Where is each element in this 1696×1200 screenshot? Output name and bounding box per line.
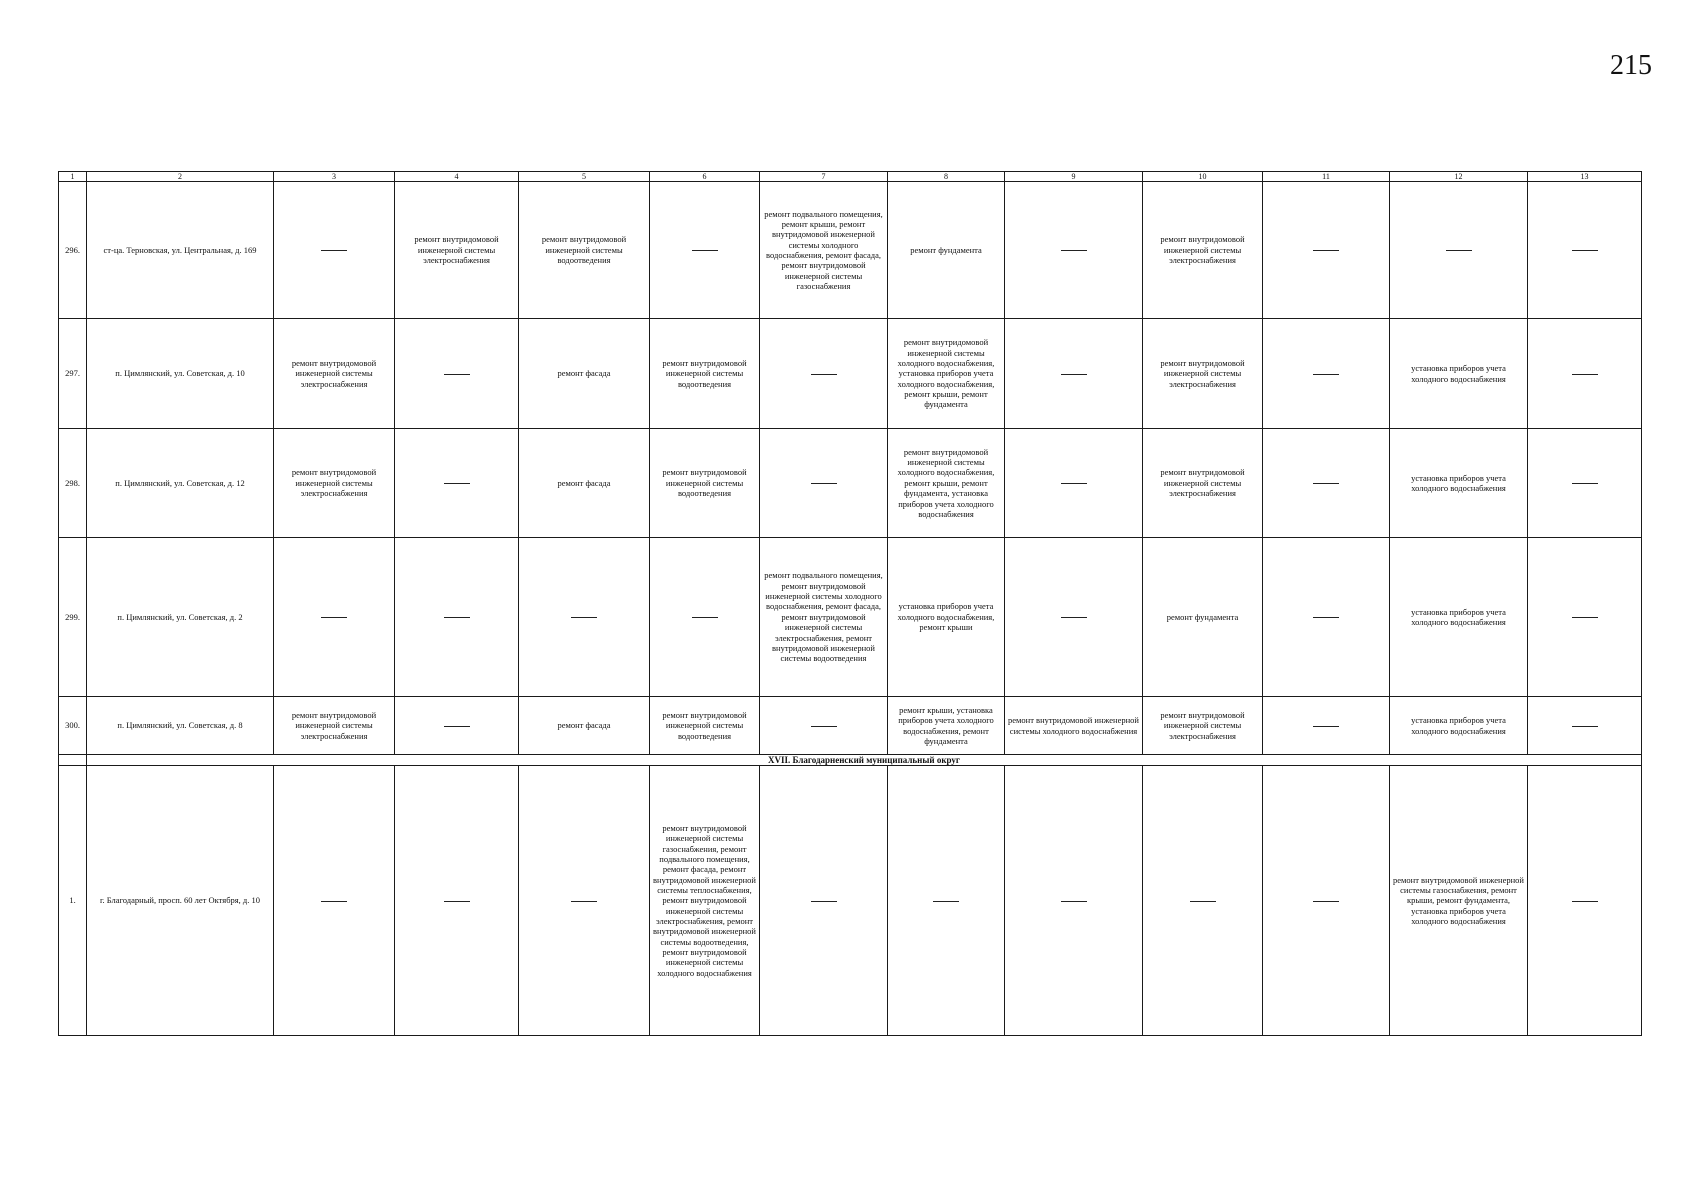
empty-cell	[1143, 766, 1263, 1036]
empty-cell	[650, 182, 760, 319]
column-header: 3	[274, 172, 395, 182]
work-cell: ремонт внутридомовой инженерной системы газоснабжения, ремонт крыши, ремонт фундамента, установка приборов учета холодного водоснабжения	[1390, 766, 1528, 1036]
column-header: 1	[59, 172, 87, 182]
column-header: 6	[650, 172, 760, 182]
dash-mark	[321, 901, 347, 902]
dash-mark	[1572, 374, 1598, 375]
dash-mark	[1572, 483, 1598, 484]
dash-mark	[1572, 726, 1598, 727]
column-header: 4	[395, 172, 519, 182]
empty-cell	[760, 766, 888, 1036]
empty-cell	[1528, 182, 1642, 319]
dash-mark	[444, 726, 470, 727]
repair-schedule-table	[58, 171, 1642, 1036]
address-cell: п. Цимлянский, ул. Советская, д. 12	[87, 429, 274, 538]
work-cell: ремонт внутридомовой инженерной системы водоотведения	[650, 319, 760, 429]
row-number: 296.	[59, 182, 87, 319]
dash-mark	[444, 374, 470, 375]
work-cell: ремонт внутридомовой инженерной системы газоснабжения, ремонт подвального помещения, ремонт фасада, ремонт внутридомовой инженерной системы теплоснабжения, ремонт внутридомовой инженерной системы электроснабжения, ремонт внутридомовой инженерной системы водоотведения, ремонт внутридомовой инженерной системы холодного водоснабжения	[650, 766, 760, 1036]
column-number-header-row	[59, 172, 1642, 182]
dash-mark	[1061, 617, 1087, 618]
empty-cell	[395, 697, 519, 755]
dash-mark	[1061, 901, 1087, 902]
empty-cell	[1528, 538, 1642, 697]
section-title: XVII. Благодарненский муниципальный округ	[87, 755, 1642, 766]
work-cell: ремонт внутридомовой инженерной системы холодного водоснабжения, ремонт крыши, ремонт фундамента, установка приборов учета холодного водоснабжения	[888, 429, 1005, 538]
dash-mark	[444, 483, 470, 484]
work-cell: ремонт внутридомовой инженерной системы электроснабжения	[1143, 697, 1263, 755]
work-cell: ремонт подвального помещения, ремонт внутридомовой инженерной системы холодного водоснабжения, ремонт фасада, ремонт внутридомовой инженерной системы электроснабжения, ремонт внутридомовой инженерной системы водоотведения	[760, 538, 888, 697]
work-cell: ремонт фасада	[519, 319, 650, 429]
column-header: 10	[1143, 172, 1263, 182]
dash-mark	[444, 901, 470, 902]
column-header: 11	[1263, 172, 1390, 182]
empty-cell	[1390, 182, 1528, 319]
empty-cell	[1263, 319, 1390, 429]
dash-mark	[1061, 374, 1087, 375]
work-cell: ремонт фундамента	[1143, 538, 1263, 697]
empty-cell	[274, 766, 395, 1036]
table-row	[59, 697, 1642, 755]
column-header: 13	[1528, 172, 1642, 182]
dash-mark	[1313, 726, 1339, 727]
dash-mark	[1313, 374, 1339, 375]
page-number: 215	[1610, 50, 1652, 81]
empty-cell	[1528, 319, 1642, 429]
work-cell: установка приборов учета холодного водоснабжения	[1390, 697, 1528, 755]
dash-mark	[571, 617, 597, 618]
work-cell: ремонт внутридомовой инженерной системы холодного водоснабжения, установка приборов учета холодного водоснабжения, ремонт крыши, ремонт фундамента	[888, 319, 1005, 429]
work-cell: ремонт внутридомовой инженерной системы электроснабжения	[1143, 182, 1263, 319]
dash-mark	[811, 374, 837, 375]
dash-mark	[811, 726, 837, 727]
empty-cell	[1005, 766, 1143, 1036]
dash-mark	[321, 250, 347, 251]
row-number: 1.	[59, 766, 87, 1036]
dash-mark	[692, 250, 718, 251]
empty-cell	[760, 319, 888, 429]
dash-mark	[1572, 250, 1598, 251]
empty-cell	[1005, 538, 1143, 697]
table-row	[59, 182, 1642, 319]
empty-cell	[274, 538, 395, 697]
work-cell: ремонт внутридомовой инженерной системы водоотведения	[650, 429, 760, 538]
work-cell: ремонт внутридомовой инженерной системы электроснабжения	[1143, 429, 1263, 538]
work-cell: ремонт внутридомовой инженерной системы холодного водоснабжения	[1005, 697, 1143, 755]
work-cell: ремонт внутридомовой инженерной системы электроснабжения	[274, 319, 395, 429]
table-row	[59, 766, 1642, 1036]
empty-cell	[1528, 766, 1642, 1036]
work-cell: ремонт внутридомовой инженерной системы электроснабжения	[395, 182, 519, 319]
empty-cell	[1263, 697, 1390, 755]
column-header: 2	[87, 172, 274, 182]
empty-cell	[395, 766, 519, 1036]
empty-cell	[395, 538, 519, 697]
work-cell: ремонт фасада	[519, 697, 650, 755]
dash-mark	[1190, 901, 1216, 902]
empty-cell	[274, 182, 395, 319]
dash-mark	[811, 483, 837, 484]
empty-cell	[1005, 319, 1143, 429]
dash-mark	[1061, 250, 1087, 251]
work-cell: установка приборов учета холодного водоснабжения	[1390, 319, 1528, 429]
dash-mark	[811, 901, 837, 902]
empty-cell	[1263, 182, 1390, 319]
dash-mark	[933, 901, 959, 902]
table-row	[59, 538, 1642, 697]
address-cell: ст-ца. Терновская, ул. Центральная, д. 169	[87, 182, 274, 319]
dash-mark	[692, 617, 718, 618]
empty-cell	[1528, 429, 1642, 538]
row-number: 297.	[59, 319, 87, 429]
dash-mark	[1313, 901, 1339, 902]
empty-cell	[1005, 429, 1143, 538]
work-cell: ремонт внутридомовой инженерной системы электроснабжения	[274, 697, 395, 755]
section-row	[59, 755, 1642, 766]
empty-cell	[760, 429, 888, 538]
empty-cell	[888, 766, 1005, 1036]
work-cell: ремонт внутридомовой инженерной системы водоотведения	[650, 697, 760, 755]
empty-cell	[519, 766, 650, 1036]
table-row	[59, 319, 1642, 429]
dash-mark	[1572, 901, 1598, 902]
address-cell: п. Цимлянский, ул. Советская, д. 8	[87, 697, 274, 755]
work-cell: установка приборов учета холодного водоснабжения	[1390, 538, 1528, 697]
address-cell: г. Благодарный, просп. 60 лет Октября, д. 10	[87, 766, 274, 1036]
work-cell: ремонт внутридомовой инженерной системы электроснабжения	[274, 429, 395, 538]
dash-mark	[1313, 483, 1339, 484]
empty-cell	[395, 319, 519, 429]
empty-cell	[760, 697, 888, 755]
empty-cell	[1263, 766, 1390, 1036]
dash-mark	[1313, 250, 1339, 251]
work-cell: ремонт подвального помещения, ремонт крыши, ремонт внутридомовой инженерной системы холодного водоснабжения, ремонт фасада, ремонт внутридомовой инженерной системы газоснабжения	[760, 182, 888, 319]
empty-cell	[650, 538, 760, 697]
work-cell: ремонт фасада	[519, 429, 650, 538]
row-number: 298.	[59, 429, 87, 538]
dash-mark	[1446, 250, 1472, 251]
row-number: 300.	[59, 697, 87, 755]
row-number: 299.	[59, 538, 87, 697]
empty-cell	[1528, 697, 1642, 755]
dash-mark	[1061, 483, 1087, 484]
work-cell: установка приборов учета холодного водоснабжения	[1390, 429, 1528, 538]
column-header: 7	[760, 172, 888, 182]
empty-cell	[59, 755, 87, 766]
column-header: 12	[1390, 172, 1528, 182]
work-cell: ремонт внутридомовой инженерной системы водоотведения	[519, 182, 650, 319]
dash-mark	[571, 901, 597, 902]
address-cell: п. Цимлянский, ул. Советская, д. 2	[87, 538, 274, 697]
column-header: 8	[888, 172, 1005, 182]
table-row	[59, 429, 1642, 538]
work-cell: ремонт внутридомовой инженерной системы электроснабжения	[1143, 319, 1263, 429]
empty-cell	[1263, 429, 1390, 538]
column-header: 5	[519, 172, 650, 182]
empty-cell	[1263, 538, 1390, 697]
work-cell: ремонт крыши, установка приборов учета холодного водоснабжения, ремонт фундамента	[888, 697, 1005, 755]
dash-mark	[1313, 617, 1339, 618]
dash-mark	[321, 617, 347, 618]
empty-cell	[519, 538, 650, 697]
dash-mark	[1572, 617, 1598, 618]
work-cell: ремонт фундамента	[888, 182, 1005, 319]
dash-mark	[444, 617, 470, 618]
empty-cell	[1005, 182, 1143, 319]
address-cell: п. Цимлянский, ул. Советская, д. 10	[87, 319, 274, 429]
empty-cell	[395, 429, 519, 538]
work-cell: установка приборов учета холодного водоснабжения, ремонт крыши	[888, 538, 1005, 697]
column-header: 9	[1005, 172, 1143, 182]
